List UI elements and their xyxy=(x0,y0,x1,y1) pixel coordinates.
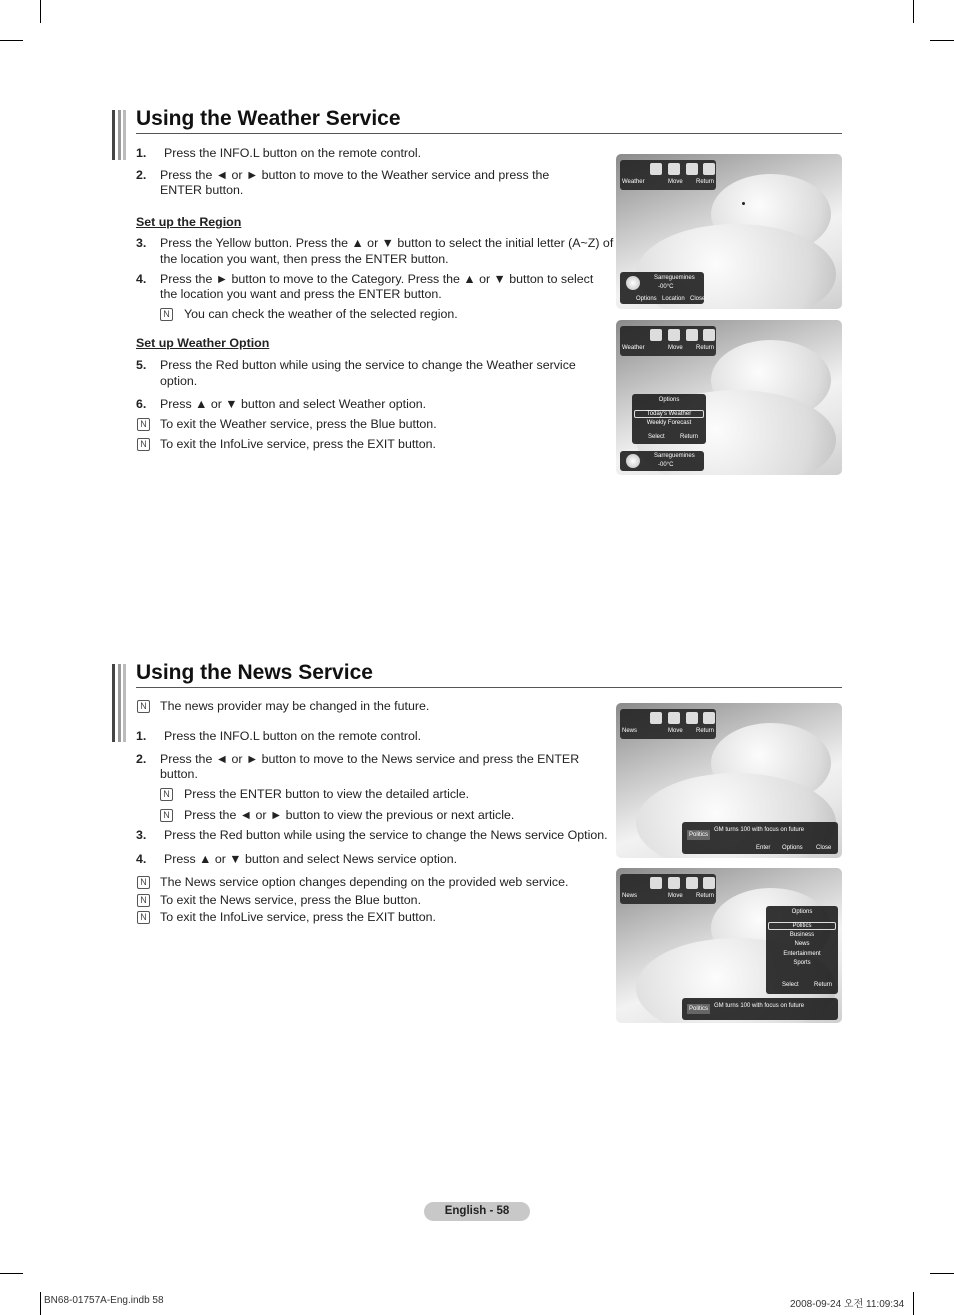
option-business[interactable]: Business xyxy=(789,932,815,938)
note-icon xyxy=(137,876,150,889)
option-weekly-forecast[interactable]: Weekly Forecast xyxy=(646,420,692,426)
move-hint: Move xyxy=(668,345,683,351)
weather-section-title: Using the Weather Service xyxy=(136,107,401,130)
options-hint: Options xyxy=(636,296,657,302)
subheading: Set up Weather Option xyxy=(136,336,270,350)
weather-info-panel xyxy=(620,272,704,304)
temperature: -00°C xyxy=(658,462,674,468)
globe-icon xyxy=(703,877,715,889)
section-bar xyxy=(112,664,126,742)
note-icon xyxy=(160,308,173,321)
step-number: 1. xyxy=(136,146,147,160)
weather-icon xyxy=(650,329,662,341)
sun-icon xyxy=(626,276,640,290)
section-rule xyxy=(136,133,842,134)
news-screenshot xyxy=(616,703,842,858)
news-section-title: Using the News Service xyxy=(136,661,373,684)
temperature: -00°C xyxy=(658,284,674,290)
step-text: option. xyxy=(160,374,198,388)
news-options-screenshot xyxy=(616,868,842,1023)
options-hint: Options xyxy=(782,845,803,851)
news-headline-panel xyxy=(682,998,838,1020)
service-bar xyxy=(620,160,716,190)
page-number: English - 58 xyxy=(424,1202,530,1221)
service-label: News xyxy=(622,728,638,734)
note-text: The news provider may be changed in the future. xyxy=(160,699,430,713)
politics-badge: Politics xyxy=(689,1006,709,1012)
move-hint: Move xyxy=(668,893,683,899)
step-text: Press the Red button while using the service to change the Weather service xyxy=(160,358,576,372)
step-number: 2. xyxy=(136,752,147,766)
crop-mark xyxy=(913,1292,914,1315)
service-label: Weather xyxy=(622,179,645,185)
note-text: The News service option changes depending on the provided web service. xyxy=(160,875,569,889)
crop-mark xyxy=(930,40,954,41)
news-options-menu xyxy=(766,906,838,994)
step-number: 6. xyxy=(136,397,147,411)
note-text: Press the ENTER button to view the detailed article. xyxy=(184,787,470,801)
service-label: Weather xyxy=(622,345,645,351)
sun-icon xyxy=(626,454,640,468)
service-bar xyxy=(620,326,716,356)
service-label: News xyxy=(622,893,638,899)
subheading: Set up the Region xyxy=(136,215,242,229)
option-politics[interactable]: Politics xyxy=(768,922,836,930)
step-text: Press the Red button while using the service to change the News service Option. xyxy=(164,828,608,842)
stock-icon xyxy=(686,163,698,175)
note-icon xyxy=(137,911,150,924)
weather-screenshot xyxy=(616,154,842,309)
return-hint: Return xyxy=(696,345,715,351)
news-icon xyxy=(668,877,680,889)
note-text: You can check the weather of the selected region. xyxy=(184,307,458,321)
city-name: Sarreguemines xyxy=(654,275,695,281)
close-hint: Close xyxy=(690,296,706,302)
note-icon xyxy=(160,809,173,822)
crop-mark xyxy=(913,0,914,23)
step-text: Press the Yellow button. Press the ▲ or ▼ button to select the initial letter (A~Z) of xyxy=(160,236,614,250)
crop-mark xyxy=(40,0,41,23)
news-icon xyxy=(668,712,680,724)
option-news[interactable]: News xyxy=(794,941,810,947)
note-icon xyxy=(160,788,173,801)
stock-icon xyxy=(686,877,698,889)
step-number: 3. xyxy=(136,828,147,842)
globe-icon xyxy=(703,712,715,724)
location-hint: Location xyxy=(662,296,685,302)
return-hint: Return xyxy=(696,179,715,185)
note-text: To exit the Weather service, press the Blue button. xyxy=(160,417,437,431)
section-bar xyxy=(112,110,126,160)
note-text: To exit the InfoLive service, press the EXIT button. xyxy=(160,910,436,924)
step-text: the location you want, then press the ENTER button. xyxy=(160,252,449,266)
step-text: ENTER button. xyxy=(160,183,244,197)
bear-eye xyxy=(742,202,745,205)
note-icon xyxy=(137,700,150,713)
step-number: 2. xyxy=(136,168,147,182)
step-text: Press the ◄ or ► button to move to the News service and press the ENTER xyxy=(160,752,580,766)
step-text: the location you want and press the ENTER button. xyxy=(160,287,442,301)
select-hint: Select xyxy=(648,434,665,440)
news-headline-panel xyxy=(682,822,838,854)
crop-mark xyxy=(930,1273,954,1274)
move-hint: Move xyxy=(668,179,683,185)
file-name: BN68-01757A-Eng.indb 58 xyxy=(44,1295,164,1306)
close-hint: Close xyxy=(816,845,832,851)
note-text: To exit the News service, press the Blue button. xyxy=(160,893,422,907)
step-text: Press ▲ or ▼ button and select Weather option. xyxy=(160,397,427,411)
weather-options-screenshot xyxy=(616,320,842,475)
service-bar xyxy=(620,709,716,739)
note-text: To exit the InfoLive service, press the EXIT button. xyxy=(160,437,436,451)
step-text: button. xyxy=(160,767,198,781)
crop-mark xyxy=(0,1273,23,1274)
move-hint: Move xyxy=(668,728,683,734)
step-number: 4. xyxy=(136,272,147,286)
step-text: Press the ◄ or ► button to move to the Weather service and press the xyxy=(160,168,550,182)
options-menu xyxy=(632,394,706,444)
return-hint: Return xyxy=(696,728,715,734)
step-number: 1. xyxy=(136,729,147,743)
weather-icon xyxy=(650,163,662,175)
step-text: Press the ► button to move to the Category. Press the ▲ or ▼ button to select xyxy=(160,272,594,286)
step-number: 3. xyxy=(136,236,147,250)
options-title: Options xyxy=(658,397,680,403)
return-hint: Return xyxy=(696,893,715,899)
return-hint: Return xyxy=(814,982,833,988)
headline-text: GM turns 100 with focus on future xyxy=(714,1003,805,1009)
step-number: 5. xyxy=(136,358,147,372)
globe-icon xyxy=(703,163,715,175)
note-icon xyxy=(137,418,150,431)
weather-icon xyxy=(650,877,662,889)
step-text: Press the INFO.L button on the remote control. xyxy=(164,146,422,160)
enter-hint: Enter xyxy=(756,845,771,851)
stock-icon xyxy=(686,712,698,724)
globe-icon xyxy=(703,329,715,341)
option-sports[interactable]: Sports xyxy=(793,960,811,966)
print-date: 2008-09-24 오전 11:09:34 xyxy=(790,1299,905,1310)
news-icon xyxy=(668,163,680,175)
weather-icon xyxy=(650,712,662,724)
options-title: Options xyxy=(791,909,813,915)
return-hint: Return xyxy=(680,434,699,440)
headline-text: GM turns 100 with focus on future xyxy=(714,827,805,833)
note-text: Press the ◄ or ► button to view the previous or next article. xyxy=(184,808,515,822)
option-todays-weather[interactable]: Today's Weather xyxy=(634,410,704,418)
step-number: 4. xyxy=(136,852,147,866)
service-bar xyxy=(620,874,716,904)
city-name: Sarreguemines xyxy=(654,453,695,459)
crop-mark xyxy=(40,1292,41,1315)
stock-icon xyxy=(686,329,698,341)
politics-badge: Politics xyxy=(689,832,709,838)
crop-mark xyxy=(0,40,23,41)
step-text: Press ▲ or ▼ button and select News service option. xyxy=(164,852,458,866)
select-hint: Select xyxy=(782,982,799,988)
section-rule xyxy=(136,687,842,688)
step-text: Press the INFO.L button on the remote control. xyxy=(164,729,422,743)
option-entertainment[interactable]: Entertainment xyxy=(783,951,821,957)
weather-info-panel xyxy=(620,451,704,471)
note-icon xyxy=(137,894,150,907)
news-icon xyxy=(668,329,680,341)
note-icon xyxy=(137,438,150,451)
